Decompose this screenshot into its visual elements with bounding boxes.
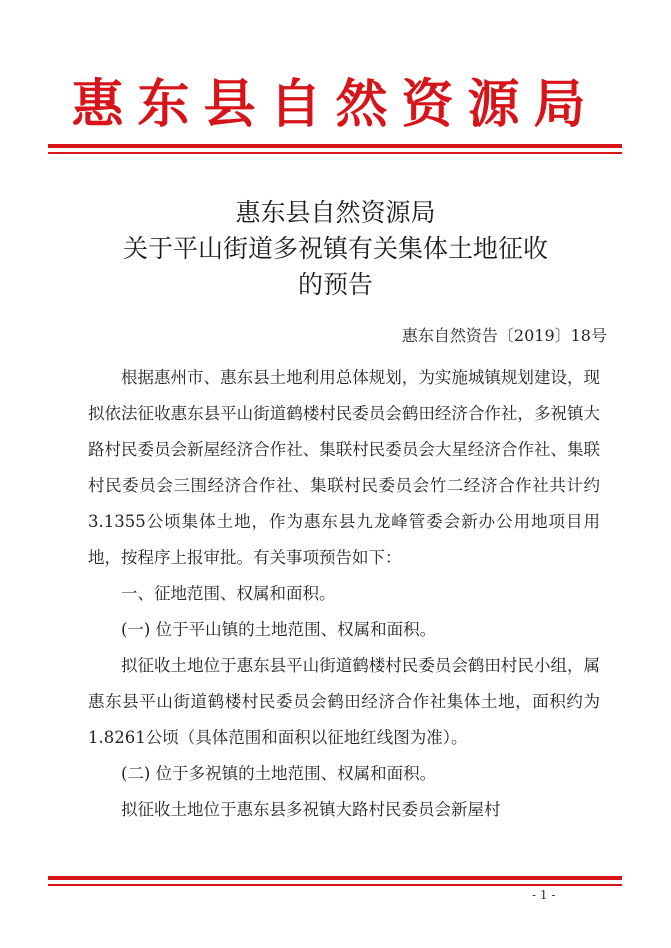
paragraph: 拟征收土地位于惠东县多祝镇大路村民委员会新屋村 — [121, 800, 501, 819]
red-rule-thin-bottom — [48, 884, 622, 886]
red-rule-thin-top — [48, 152, 622, 154]
masthead: 惠东县自然资源局 — [71, 74, 600, 135]
document-number: 惠东自然资告〔2019〕18号 — [401, 326, 607, 345]
paragraph: 根据惠州市、惠东县土地利用总体规划，为实施城镇规划建设，现拟依法征收惠东县平山街道鹤楼村民委员会鹤田经济合作社，多祝镇大路村民委员会新屋经济合作社、集联村民委员会大星经济合作社、集联村民委员会三围经济合作社、集联村民委员会竹二经济合作社共计约3.1355公顷集体土地，作为惠东县九龙峰管委会新办公用地项目用地，按程序上报审批。有关事项预告如下： — [88, 368, 600, 567]
doc-title-line1: 惠东县自然资源局 — [235, 198, 436, 227]
doc-title-line2: 关于平山街道多祝镇有关集体土地征收 — [122, 234, 548, 263]
red-rule-thick-top — [48, 144, 622, 148]
section-heading: 一、征地范围、权属和面积。 — [121, 584, 336, 603]
document-body — [88, 360, 600, 828]
red-rule-thick-bottom — [48, 876, 622, 880]
subsection-heading: (一) 位于平山镇的土地范围、权属和面积。 — [121, 620, 437, 639]
paragraph: 拟征收土地位于惠东县平山街道鹤楼村民委员会鹤田村民小组，属惠东县平山街道鹤楼村民委员会鹤田经济合作社集体土地，面积约为1.8261公顷（具体范围和面积以征地红线图为准）。 — [88, 656, 600, 747]
page-number: - 1 - — [532, 888, 556, 902]
subsection-heading: (二) 位于多祝镇的土地范围、权属和面积。 — [121, 764, 437, 783]
doc-title-line3: 的预告 — [297, 270, 373, 299]
